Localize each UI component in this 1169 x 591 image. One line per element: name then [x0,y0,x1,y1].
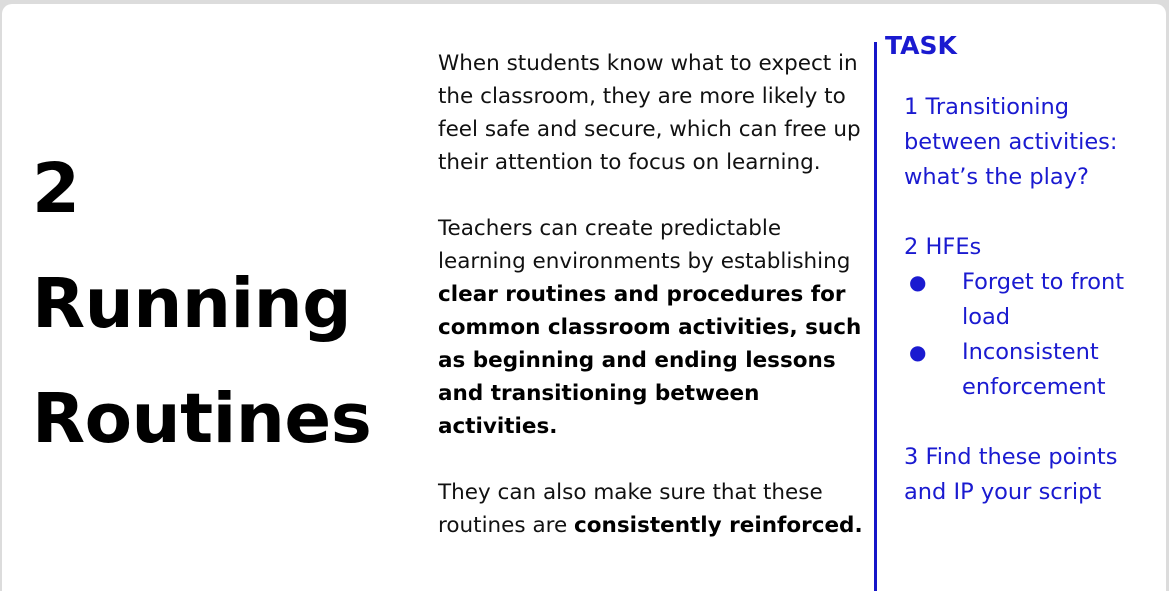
paragraph-reinforced-bold: consistently reinforced. [574,513,863,538]
body-text [438,47,863,575]
title-line-routines: Routines [32,379,372,459]
hfe-list [904,265,1166,405]
task-divider [874,42,877,591]
slide-title [32,132,412,477]
hfe-list-item [904,265,1166,335]
paragraph-reinforced [438,476,863,542]
hfe-item-label: Inconsistent enforcement [962,339,1106,400]
task-item-hfes: 2 HFEs [904,234,982,260]
task-item-find-points: 3 Find these points and IP your script [904,444,1118,505]
paragraph-reinforced-plain: They can also make sure that these routines are [438,480,823,538]
task-heading: TASK [885,31,957,60]
title-line-number: 2 [32,149,80,229]
slide [2,4,1166,591]
title-line-running: Running [32,264,352,344]
paragraph-predictable-environments [438,212,863,443]
bullet-icon: ● [909,340,927,364]
hfe-list-item [904,335,1166,405]
bullet-icon: ● [909,270,927,294]
paragraph-expectations: When students know what to expect in the classroom, they are more likely to feel safe and secure, which can free up their attention to focus on learning. [438,51,861,175]
task-panel [904,90,1166,545]
paragraph-predictable-bold: clear routines and procedures for common classroom activities, such as beginning and ending lessons and transitioning between activities. [438,282,862,439]
paragraph-predictable-plain: Teachers can create predictable learning environments by establishing [438,216,851,274]
task-item-transitioning: 1 Transitioning between activities: what’s the play? [904,94,1118,190]
hfe-item-label: Forget to front load [962,269,1125,330]
